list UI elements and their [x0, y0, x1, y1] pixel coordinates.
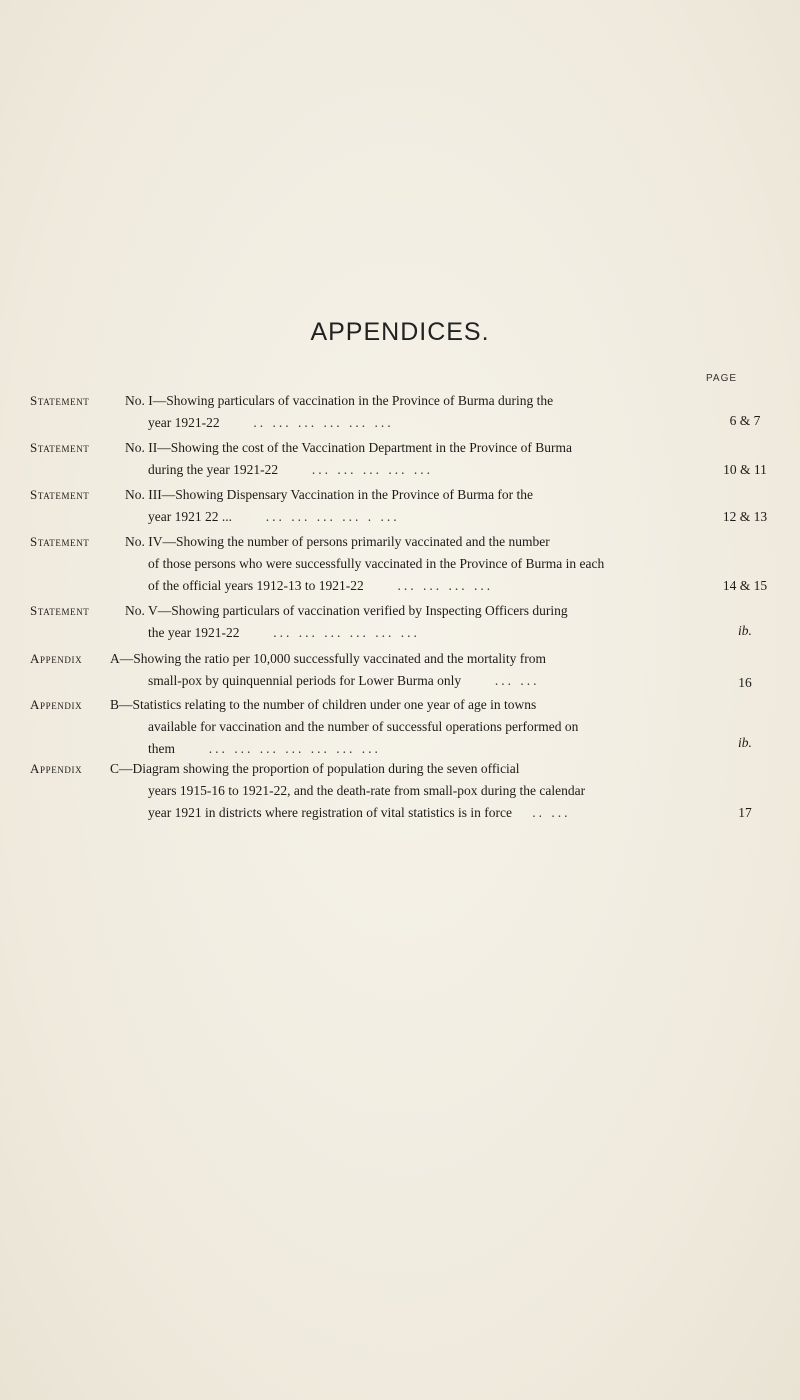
page-number: 12 & 13: [722, 509, 768, 524]
entry-line: A—Showing the ratio per 10,000 successfully vaccinated and the mortality from: [110, 651, 547, 666]
page-number: 14 & 15: [722, 578, 768, 593]
entry-line: of those persons who were successfully vaccinated in the Province of Burma in each: [148, 556, 605, 571]
entry-line-last: [148, 738, 698, 760]
page-number: ib.: [738, 735, 752, 750]
entry-kind: Statement: [30, 393, 90, 408]
entry-line: years 1915-16 to 1921-22, and the death-rate from small-pox during the calendar: [148, 783, 586, 798]
entry-line: B—Statistics relating to the number of children under one year of age in towns: [110, 697, 537, 712]
entry-line-last: [148, 802, 698, 824]
dot-leaders: ... ... ... ... ...: [311, 462, 433, 477]
entry-line-last: [148, 459, 698, 481]
page-number: 6 & 7: [729, 413, 761, 428]
entry-line: year 1921 in districts where registration of vital statistics is in force: [148, 805, 513, 820]
dot-leaders: ... ...: [494, 673, 540, 688]
entry-line-last: [148, 622, 698, 644]
page-column-header: PAGE: [706, 373, 738, 384]
dot-leaders: ... ... ... ... ... ...: [273, 625, 420, 640]
entry-kind: Statement: [30, 440, 90, 455]
entry-line-last: [148, 670, 698, 692]
entry-line-last: [148, 575, 698, 597]
entry-line-last: [148, 506, 698, 528]
dot-leaders: .. ... ... ... ... ...: [253, 415, 394, 430]
dot-leaders: .. ...: [532, 805, 571, 820]
page-number: ib.: [738, 623, 752, 638]
entry-kind: Statement: [30, 487, 90, 502]
entry-line: year 1921-22: [148, 415, 220, 430]
entry-line: C—Diagram showing the proportion of population during the seven official: [110, 761, 520, 776]
entry-kind: Appendix: [30, 651, 83, 666]
entry-line: No. II—Showing the cost of the Vaccination Department in the Province of Burma: [125, 440, 573, 455]
page-title: APPENDICES.: [310, 318, 490, 346]
entry-kind: Statement: [30, 603, 90, 618]
entry-line: No. V—Showing particulars of vaccination verified by Inspecting Officers during: [125, 603, 568, 618]
dot-leaders: ... ... ... ... ... ... ...: [208, 741, 381, 756]
entry-line: during the year 1921-22: [148, 462, 279, 477]
entry-line: them: [148, 741, 175, 756]
entry-kind: Appendix: [30, 697, 83, 712]
entry-line: No. III—Showing Dispensary Vaccination in the Province of Burma for the: [125, 487, 534, 502]
entry-line: of the official years 1912-13 to 1921-22: [148, 578, 364, 593]
entry-line: available for vaccination and the number of successful operations performed on: [148, 719, 579, 734]
page-number: 16: [738, 675, 752, 690]
entry-line: No. IV—Showing the number of persons primarily vaccinated and the number: [125, 534, 550, 549]
page-number: 17: [738, 805, 752, 820]
entry-line: small-pox by quinquennial periods for Lower Burma only: [148, 673, 462, 688]
dot-leaders: ... ... ... ...: [397, 578, 494, 593]
entry-line-last: [148, 412, 698, 434]
entry-kind: Statement: [30, 534, 90, 549]
page-number: 10 & 11: [723, 462, 767, 477]
entry-line: year 1921 22 ...: [148, 509, 232, 524]
entry-line: the year 1921-22: [148, 625, 240, 640]
entry-kind: Appendix: [30, 761, 83, 776]
entry-line: No. I—Showing particulars of vaccination in the Province of Burma during the: [125, 393, 554, 408]
dot-leaders: ... ... ... ... . ...: [265, 509, 400, 524]
